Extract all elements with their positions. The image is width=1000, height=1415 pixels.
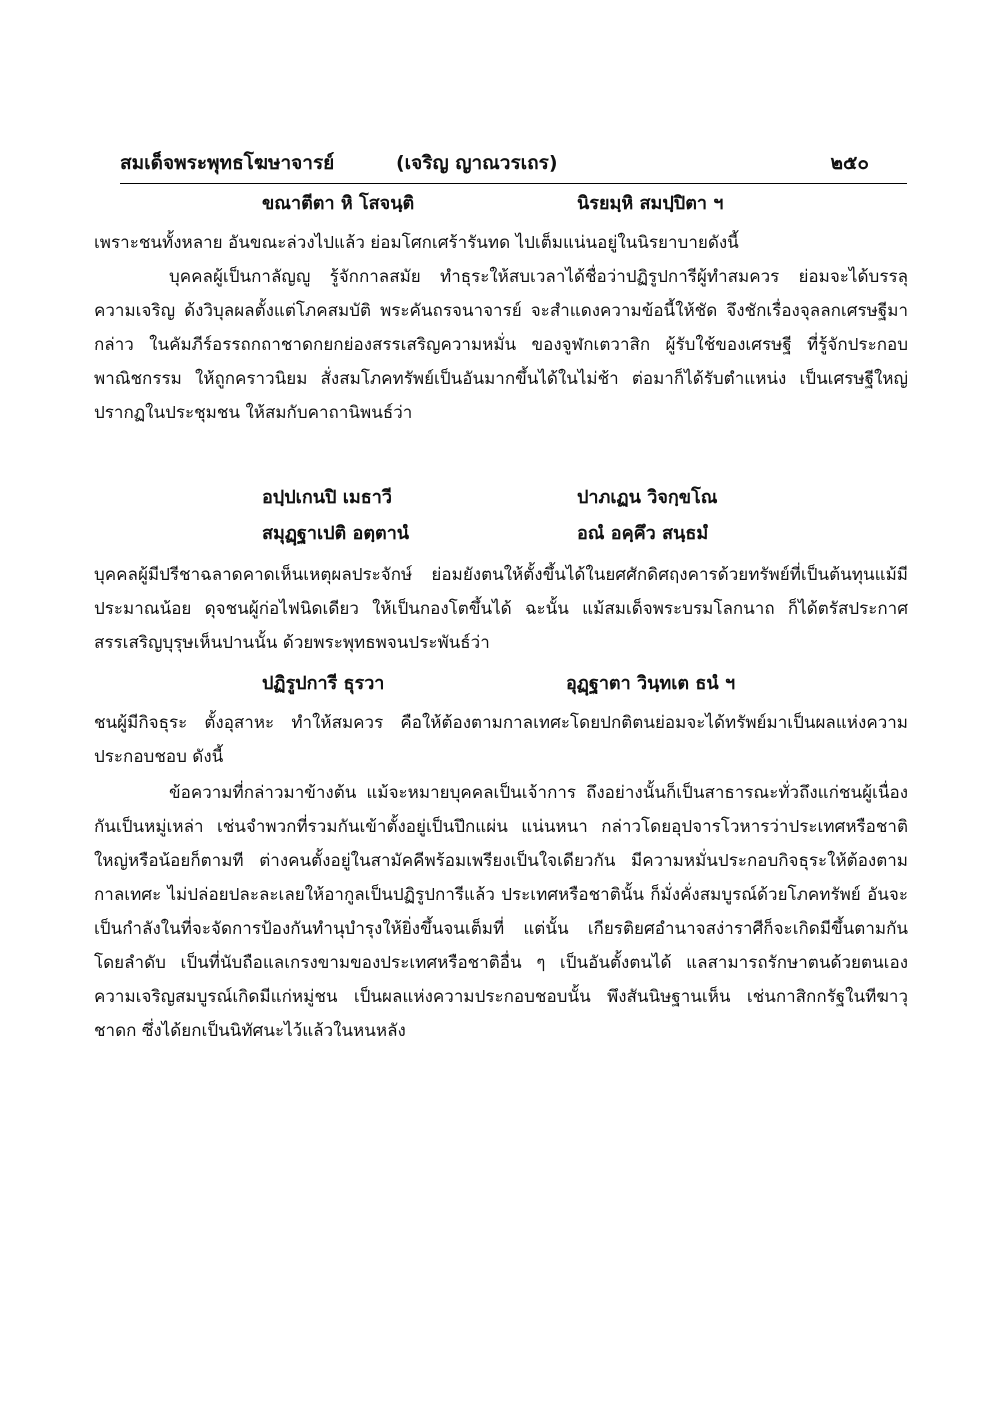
verse-right: ปาภเฏน วิจกฺขโณ bbox=[577, 487, 718, 508]
paragraph bbox=[94, 776, 908, 1048]
page-number: ๒๕๐ bbox=[830, 152, 869, 174]
verse-line bbox=[0, 667, 1000, 701]
verse-right: อณํ อคฺคึว สนฺธมํ bbox=[577, 523, 709, 544]
paragraph-text: ชนผู้มีกิจธุระ ตั้งอุสาหะ ทำให้สมควร คือให้ต้องตามกาลเทศะโดยปกติตนย่อมจะได้ทรัพย์มาเป็นผลแห่งความประกอบชอบ ดังนี้ bbox=[94, 713, 908, 767]
verse-right: นิรยมฺหิ สมปฺปิตา ฯ bbox=[577, 193, 724, 214]
header-rule bbox=[120, 183, 907, 184]
paragraph bbox=[94, 706, 908, 774]
verse-line bbox=[0, 517, 1000, 551]
running-header bbox=[120, 146, 907, 180]
header-subtitle: (เจริญ ญาณวรเถร) bbox=[396, 152, 558, 174]
verse-right: อุฏฺฐาตา วินฺทเต ธนํ ฯ bbox=[566, 673, 736, 694]
paragraph-text: เพราะชนทั้งหลาย อันขณะล่วงไปแล้ว ย่อมโศกเศร้ารันทด ไปเต็มแน่นอยู่ในนิรยาบายดังนี้ bbox=[94, 233, 739, 253]
verse-line bbox=[0, 187, 1000, 221]
paragraph-text: บุคคลผู้มีปรีชาฉลาดคาดเห็นเหตุผลประจักษ์ ย่อมยังตนให้ตั้งขึ้นได้ในยศศักดิศฤงคารด้วยทรัพย์ที่เป็นต้นทุนแม้มีประมาณน้อย ดุจชนผู้ก่อไฟนิดเดียว ให้เป็นกองโตขึ้นได้ ฉะนั้น แม้สมเด็จพระบรมโลกนาถ ก็ได้ตรัสประกาศสรรเสริญบุรุษเห็นปานนั้น ด้วยพระพุทธพจนประพันธ์ว่า bbox=[94, 565, 908, 653]
verse-left: ขณาตีตา หิ โสจนฺติ bbox=[262, 193, 415, 214]
header-title: สมเด็จพระพุทธโฆษาจารย์ bbox=[120, 152, 335, 174]
paragraph-text: บุคคลผู้เป็นกาลัญญู รู้จักกาลสมัย ทำธุระให้สบเวลาได้ชื่อว่าปฏิรูปการีผู้ทำสมควร ย่อมจะได้บรรลุความเจริญ ด้งวิบุลผลตั้งแต่โภคสมบัติ พระคันถรจนาจารย์ จะสำแดงความข้อนี้ให้ชัด จึงชักเรื่องจุลลกเศรษฐีมากล่าว ในคัมภีร์อรรถกถาชาดกยกย่องสรรเสริญความหมั่น ของจูฬกเตวาสิก ผู้รับใช้ของเศรษฐี ที่รู้จักประกอบพาณิชกรรม ให้ถูกคราวนิยม สั่งสมโภคทรัพย์เป็นอันมากขึ้นได้ในไม่ช้า ต่อมาก็ได้รับตำแหน่ง เป็นเศรษฐีใหญ่ ปรากฏในประชุมชน ให้สมกับคาถานิพนธ์ว่า bbox=[94, 267, 908, 423]
verse-left: ปฏิรูปการี ธุรวา bbox=[262, 673, 385, 694]
verse-left: สมุฏฺฐาเปติ อตฺตานํ bbox=[262, 523, 410, 544]
paragraph bbox=[94, 558, 908, 660]
paragraph bbox=[94, 226, 908, 260]
paragraph bbox=[94, 260, 908, 430]
paragraph-text: ข้อความที่กล่าวมาข้างต้น แม้จะหมายบุคคลเป็นเจ้าการ ถึงอย่างนั้นก็เป็นสาธารณะทั่วถึงแก่ชนผู้เนื่องกันเป็นหมู่เหล่า เช่นจำพวกที่รวมกันเข้าตั้งอยู่เป็นปึกแผ่น แน่นหนา กล่าวโดยอุปจารโวหารว่าประเทศหรือชาติ ใหญ่หรือน้อยก็ตามที ต่างคนตั้งอยู่ในสามัคคีพร้อมเพรียงเป็นใจเดียวกัน มีความหมั่นประกอบกิจธุระให้ต้องตามกาลเทศะ ไม่ปล่อยปละละเลยให้อากูลเป็นปฏิรูปการีแล้ว ประเทศหรือชาตินั้น ก็มั่งคั่งสมบูรณ์ด้วยโภคทรัพย์ อันจะเป็นกำลังในที่จะจัดการป้องกันทำนุบำรุงให้ยิ่งขึ้นจนเต็มที่ แต่นั้น เกียรติยศอำนาจสง่าราศีก็จะเกิดมีขึ้นตามกันโดยลำดับ เป็นที่นับถือแลเกรงขามของประเทศหรือชาติอื่น ๆ เป็นอันตั้งตนได้ แลสามารถรักษาตนด้วยตนเอง ความเจริญสมบูรณ์เกิดมีแก่หมู่ชน เป็นผลแห่งความประกอบชอบนั้น พึงสันนิษฐานเห็น เช่นกาสิกกรัฐในทีฆาวุชาดก ซึ่งได้ยกเป็นนิทัศนะไว้แล้วในหนหลัง bbox=[94, 783, 908, 1041]
verse-left: อปฺปเกนปิ เมธาวี bbox=[262, 487, 392, 508]
verse-line bbox=[0, 481, 1000, 515]
